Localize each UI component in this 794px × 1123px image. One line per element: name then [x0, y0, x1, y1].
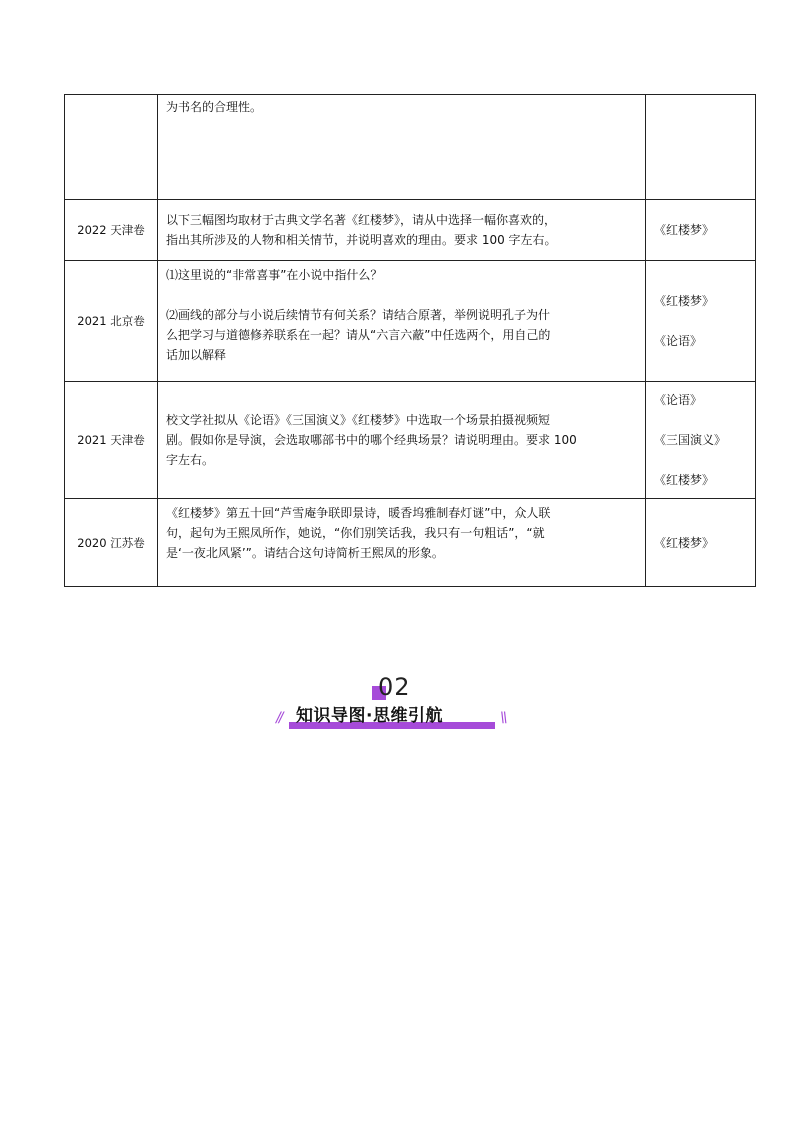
question-line: 句，起句为王熙凤所作，她说，“你们别笑话我，我只有一句粗话”，“就 [166, 526, 545, 540]
year-cell: 2021 北京卷 [65, 261, 158, 382]
year-cell [65, 95, 158, 200]
section-number: 02 [378, 673, 411, 701]
question-line: 以下三幅图均取材于古典文学名著《红楼梦》，请从中选择一幅你喜欢的， [166, 213, 557, 227]
question-cell [158, 499, 646, 587]
decorative-slash-left: // [276, 710, 282, 726]
table-row [65, 499, 756, 587]
year-cell: 2020 江苏卷 [65, 499, 158, 587]
table-row [65, 261, 756, 382]
book-title: 《红楼梦》 [654, 294, 715, 308]
question-line: 剧。假如你是导演，会选取哪部书中的哪个经典场景？请说明理由。要求 100 [166, 433, 577, 447]
table-row [65, 382, 756, 499]
question-line: 为书名的合理性。 [166, 100, 263, 114]
section-number-badge [370, 672, 430, 702]
book-title: 《论语》 [654, 334, 703, 348]
table-row [65, 200, 756, 261]
book-title: 《三国演义》 [654, 433, 727, 447]
book-spacer [654, 450, 755, 470]
book-spacer [654, 410, 755, 430]
question-line: 话加以解释 [166, 348, 227, 362]
exam-question-table [64, 94, 756, 587]
year-cell: 2021 天津卷 [65, 382, 158, 499]
question-line [166, 285, 639, 305]
table-body [65, 95, 756, 587]
book-title: 《红楼梦》 [654, 473, 715, 487]
book-cell [646, 95, 756, 200]
book-title: 《论语》 [654, 393, 703, 407]
book-title: 《红楼梦》 [654, 535, 715, 550]
book-cell [646, 200, 756, 261]
book-cell [646, 261, 756, 382]
table-row [65, 95, 756, 200]
section-header [0, 668, 794, 738]
book-spacer [654, 311, 755, 331]
book-cell [646, 499, 756, 587]
question-line: ⑴这里说的“非常喜事”在小说中指什么？ [166, 268, 383, 282]
book-cell [646, 382, 756, 499]
question-cell [158, 382, 646, 499]
question-line: 指出其所涉及的人物和相关情节，并说明喜欢的理由。要求 100 字左右。 [166, 233, 557, 247]
section-title: 知识导图·思维引航 [296, 706, 443, 726]
book-title: 《红楼梦》 [654, 223, 715, 237]
question-line: 《红楼梦》第五十回“芦雪庵争联即景诗，暖香坞雅制春灯谜”中，众人联 [166, 506, 551, 520]
question-line: 校文学社拟从《论语》《三国演义》《红楼梦》中选取一个场景拍摄视频短 [166, 413, 551, 427]
question-line: 么把学习与道德修养联系在一起？请从“六言六蔽”中任选两个，用自己的 [166, 328, 551, 342]
question-line: 是‘一夜北风紧’”。请结合这句诗简析王熙凤的形象。 [166, 546, 444, 560]
decorative-slash-right: \\ [500, 710, 506, 726]
question-line: 字左右。 [166, 453, 215, 467]
question-cell [158, 200, 646, 261]
year-cell: 2022 天津卷 [65, 200, 158, 261]
question-line: ⑵画线的部分与小说后续情节有何关系？请结合原著，举例说明孔子为什 [166, 308, 551, 322]
question-cell [158, 261, 646, 382]
question-cell [158, 95, 646, 200]
